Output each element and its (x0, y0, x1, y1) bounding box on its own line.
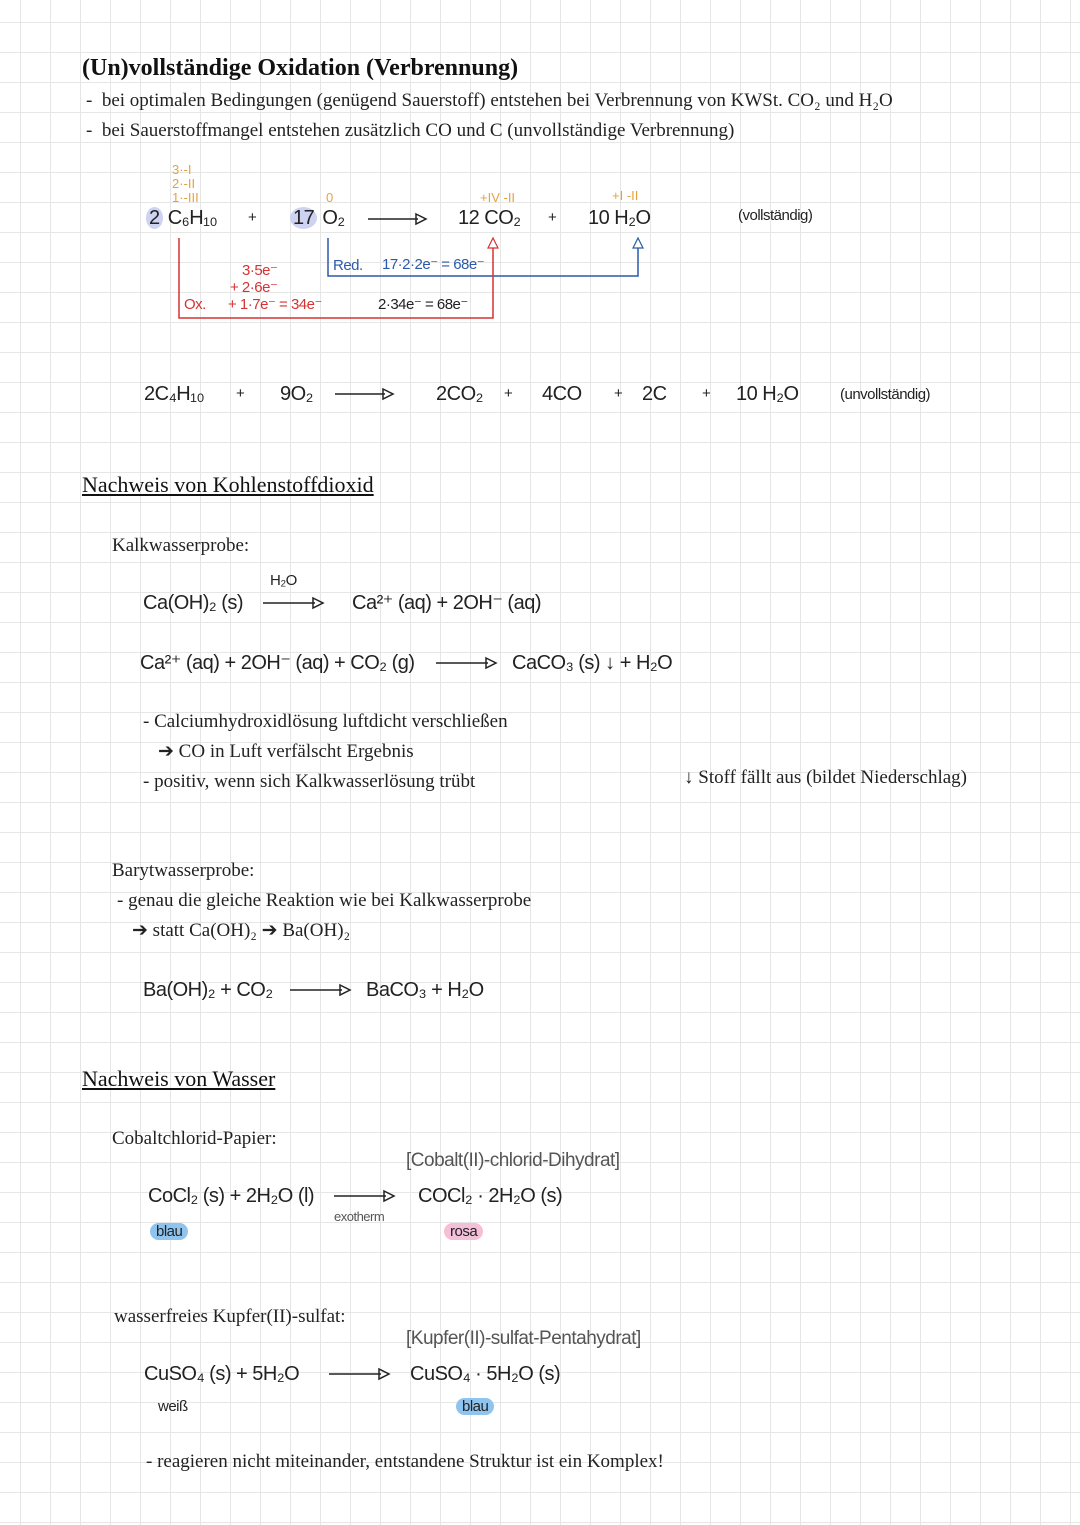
product: 12 CO₂ (458, 207, 521, 229)
reduction-calc: 17·2·2e⁻ = 68e⁻ (382, 256, 485, 273)
oxidation-label: Ox. (184, 296, 206, 313)
oxidation-total: 2·34e⁻ = 68e⁻ (378, 296, 468, 313)
term: 10 H₂O (736, 383, 799, 405)
color-label-pink: rosa (444, 1223, 483, 1240)
term: 9O₂ (280, 383, 313, 405)
arrow-label: exotherm (334, 1209, 385, 1224)
note: ➔ CO in Luft verfälscht Ergebnis (158, 741, 414, 762)
section-title-oxidation: (Un)vollständige Oxidation (Verbrennung) (82, 55, 519, 81)
equation-right: Ca²⁺ (aq) + 2OH⁻ (aq) (352, 592, 542, 614)
product: 10 H₂O (588, 207, 651, 229)
oxidation-calc: + 2·6e⁻ (230, 279, 278, 296)
equation-note: (unvollständig) (840, 386, 931, 403)
equation-left: CoCl₂ (s) + 2H₂O (l) (148, 1185, 315, 1207)
note: - Calciumhydroxidlösung luftdicht verschließen (143, 711, 508, 732)
reaction-arrow (290, 983, 354, 997)
term: 4CO (542, 383, 582, 405)
cobalt-label: Cobaltchlorid-Papier: (112, 1128, 277, 1149)
equation-right: CaCO₃ (s) ↓ + H₂O (512, 652, 673, 674)
oxidation-number: 3·-I (172, 162, 192, 177)
equation-left: Ca(OH)₂ (s) (143, 592, 244, 614)
coefficient: 17 (290, 207, 317, 229)
equation-right: BaCO₃ + H₂O (366, 979, 484, 1001)
oxidation-calc: + 1·7e⁻ = 34e⁻ (228, 296, 322, 313)
equation-right: COCl₂ · 2H₂O (s) (418, 1185, 563, 1207)
term: 2C₄H₁₀ (144, 383, 205, 405)
bullet-1: - bei optimalen Bedingungen (genügend Sauerstoff) entstehen bei Verbrennung von KWSt. CO₂ und H₂O (86, 90, 893, 111)
reactant: O₂ (322, 207, 345, 229)
equation-left: Ca²⁺ (aq) + 2OH⁻ (aq) + CO₂ (g) (140, 652, 415, 674)
reaction-arrow (335, 387, 397, 401)
equation-left: CuSO₄ (s) + 5H₂O (144, 1363, 300, 1385)
redox-brackets (0, 0, 1080, 330)
reactant: C₆H₁₀ (167, 207, 218, 229)
reaction-arrow (334, 1189, 398, 1203)
color-label-blue: blau (456, 1398, 494, 1415)
section-title-water: Nachweis von Wasser (82, 1066, 276, 1091)
note: ➔ statt Ca(OH)₂ ➔ Ba(OH)₂ (132, 920, 351, 941)
plus: + (504, 385, 513, 402)
term: 2CO₂ (436, 383, 483, 405)
coefficient: 2 (146, 207, 163, 229)
note: - positiv, wenn sich Kalkwasserlösung trübt (143, 771, 476, 792)
color-label-white: weiß (158, 1398, 188, 1415)
reaction-arrow (263, 596, 327, 610)
oxidation-number: 1·-III (172, 190, 199, 205)
plus: + (548, 209, 557, 226)
equation-note: (vollständig) (738, 207, 813, 224)
reduction-label: Red. (333, 257, 363, 274)
reaction-arrow (436, 656, 500, 670)
bullet-text: bei Sauerstoffmangel entstehen zusätzlich CO und C (unvollständige Verbrennung) (101, 120, 735, 141)
color-label-blue: blau (150, 1223, 188, 1240)
final-note: - reagieren nicht miteinander, entstandene Struktur ist ein Komplex! (146, 1451, 664, 1472)
oxidation-number: +I -II (612, 188, 639, 203)
baryt-label: Barytwasserprobe: (112, 860, 255, 881)
oxidation-number: 2·-II (172, 176, 196, 191)
reaction-arrow (329, 1367, 393, 1381)
plus: + (614, 385, 623, 402)
arrow-label: H₂O (270, 572, 297, 589)
equation-left: Ba(OH)₂ + CO₂ (143, 979, 273, 1001)
kalk-label: Kalkwasserprobe: (112, 535, 250, 556)
compound-name: [Kupfer(II)-sulfat-Pentahydrat] (406, 1328, 641, 1349)
section-title-co2: Nachweis von Kohlenstoffdioxid (82, 472, 374, 497)
bullet-text: bei optimalen Bedingungen (genügend Sauerstoff) entstehen bei Verbrennung von KWSt. CO₂ und H₂O (101, 90, 893, 111)
plus: + (248, 209, 257, 226)
plus: + (702, 385, 711, 402)
kupfer-label: wasserfreies Kupfer(II)-sulfat: (114, 1306, 346, 1327)
compound-name: [Cobalt(II)-chlorid-Dihydrat] (406, 1150, 620, 1171)
equation-right: CuSO₄ · 5H₂O (s) (410, 1363, 561, 1385)
bullet-2: - bei Sauerstoffmangel entstehen zusätzlich CO und C (unvollständige Verbrennung) (86, 120, 735, 141)
plus: + (236, 385, 245, 402)
oxidation-calc: 3·5e⁻ (242, 262, 278, 279)
oxidation-number: 0 (326, 190, 334, 205)
oxidation-number: +IV -II (480, 190, 516, 205)
side-note: ↓ Stoff fällt aus (bildet Niederschlag) (684, 767, 967, 788)
note: - genau die gleiche Reaktion wie bei Kalkwasserprobe (117, 890, 532, 911)
term: 2C (642, 383, 667, 405)
